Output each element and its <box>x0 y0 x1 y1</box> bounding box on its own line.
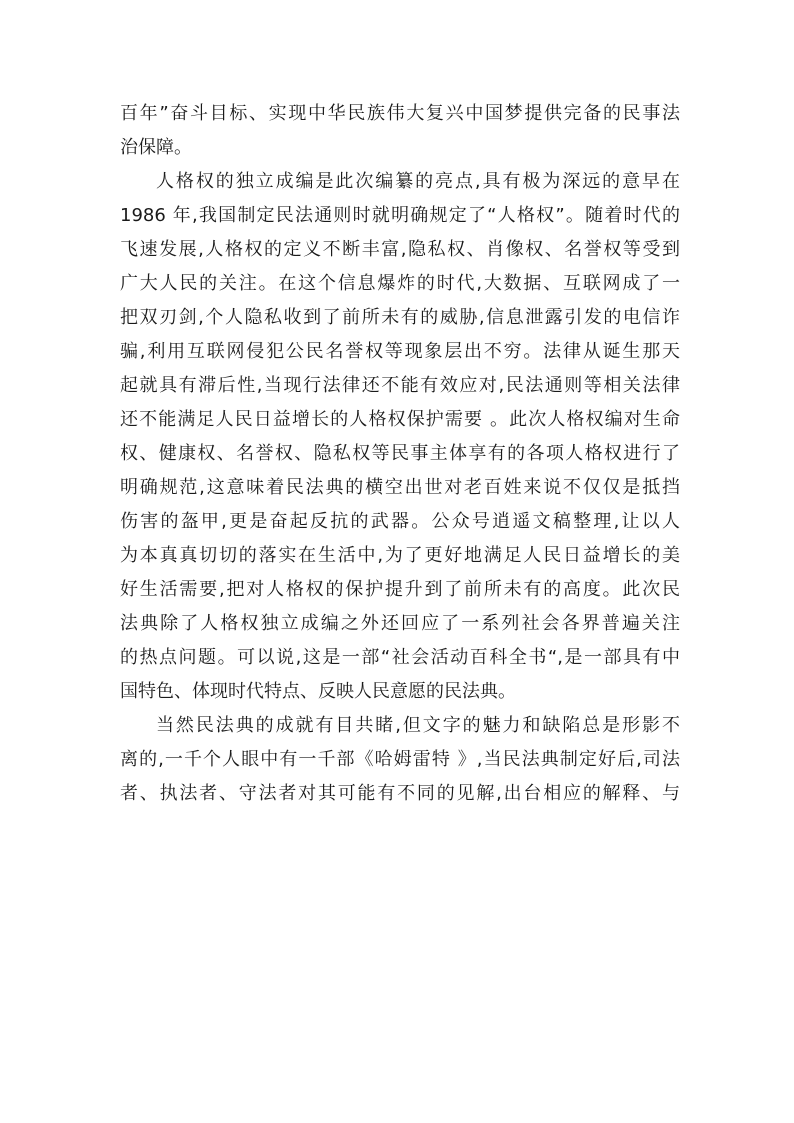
text-line: 离的,一千个人眼中有一千部《哈姆雷特 》,当民法典制定好后,司法 <box>120 749 680 770</box>
text-line: 1986 年,我国制定民法通则时就明确规定了“人格权”。随着时代的 <box>120 205 680 226</box>
text-line: 起就具有滞后性,当现行法律还不能有效应对,民法通则等相关法律 <box>120 375 680 396</box>
paragraph-first-line: 人格权的独立成编是此次编纂的亮点,具有极为深远的意早在 <box>156 171 680 192</box>
text-line: 者、执法者、守法者对其可能有不同的见解,出台相应的解释、与 <box>120 783 680 804</box>
text-line: 广大人民的关注。在这个信息爆炸的时代,大数据、互联网成了一 <box>120 273 680 294</box>
text-line: 骗,利用互联网侵犯公民名誉权等现象层出不穷。法律从诞生那天 <box>120 341 680 362</box>
paragraph-first-line: 当然民法典的成就有目共睹,但文字的魅力和缺陷总是形影不 <box>156 715 680 736</box>
text-line: 好生活需要,把对人格权的保护提升到了前所未有的高度。此次民 <box>120 579 680 600</box>
text-line: 国特色、体现时代特点、反映人民意愿的民法典。 <box>120 681 516 702</box>
text-line: 法典除了人格权独立成编之外还回应了一系列社会各界普遍关注 <box>120 613 680 634</box>
text-line: 百年”奋斗目标、实现中华民族伟大复兴中国梦提供完备的民事法 <box>120 103 680 124</box>
text-line: 伤害的盔甲,更是奋起反抗的武器。公众号逍遥文稿整理,让以人 <box>120 511 680 532</box>
text-line: 明确规范,这意味着民法典的横空出世对老百姓来说不仅仅是抵挡 <box>120 477 680 498</box>
body-text <box>120 97 680 811</box>
text-line: 治保障。 <box>120 137 192 158</box>
text-line: 还不能满足人民日益增长的人格权保护需要 。此次人格权编对生命 <box>120 409 680 430</box>
text-line: 把双刃剑,个人隐私收到了前所未有的威胁,信息泄露引发的电信诈 <box>120 307 680 328</box>
text-line: 权、健康权、名誉权、隐私权等民事主体享有的各项人格权进行了 <box>120 443 680 464</box>
text-line: 飞速发展,人格权的定义不断丰富,隐私权、肖像权、名誉权等受到 <box>120 239 680 260</box>
text-line: 为本真真切切的落实在生活中,为了更好地满足人民日益增长的美 <box>120 545 680 566</box>
text-line: 的热点问题。可以说,这是一部“社会活动百科全书“,是一部具有中 <box>120 647 680 668</box>
